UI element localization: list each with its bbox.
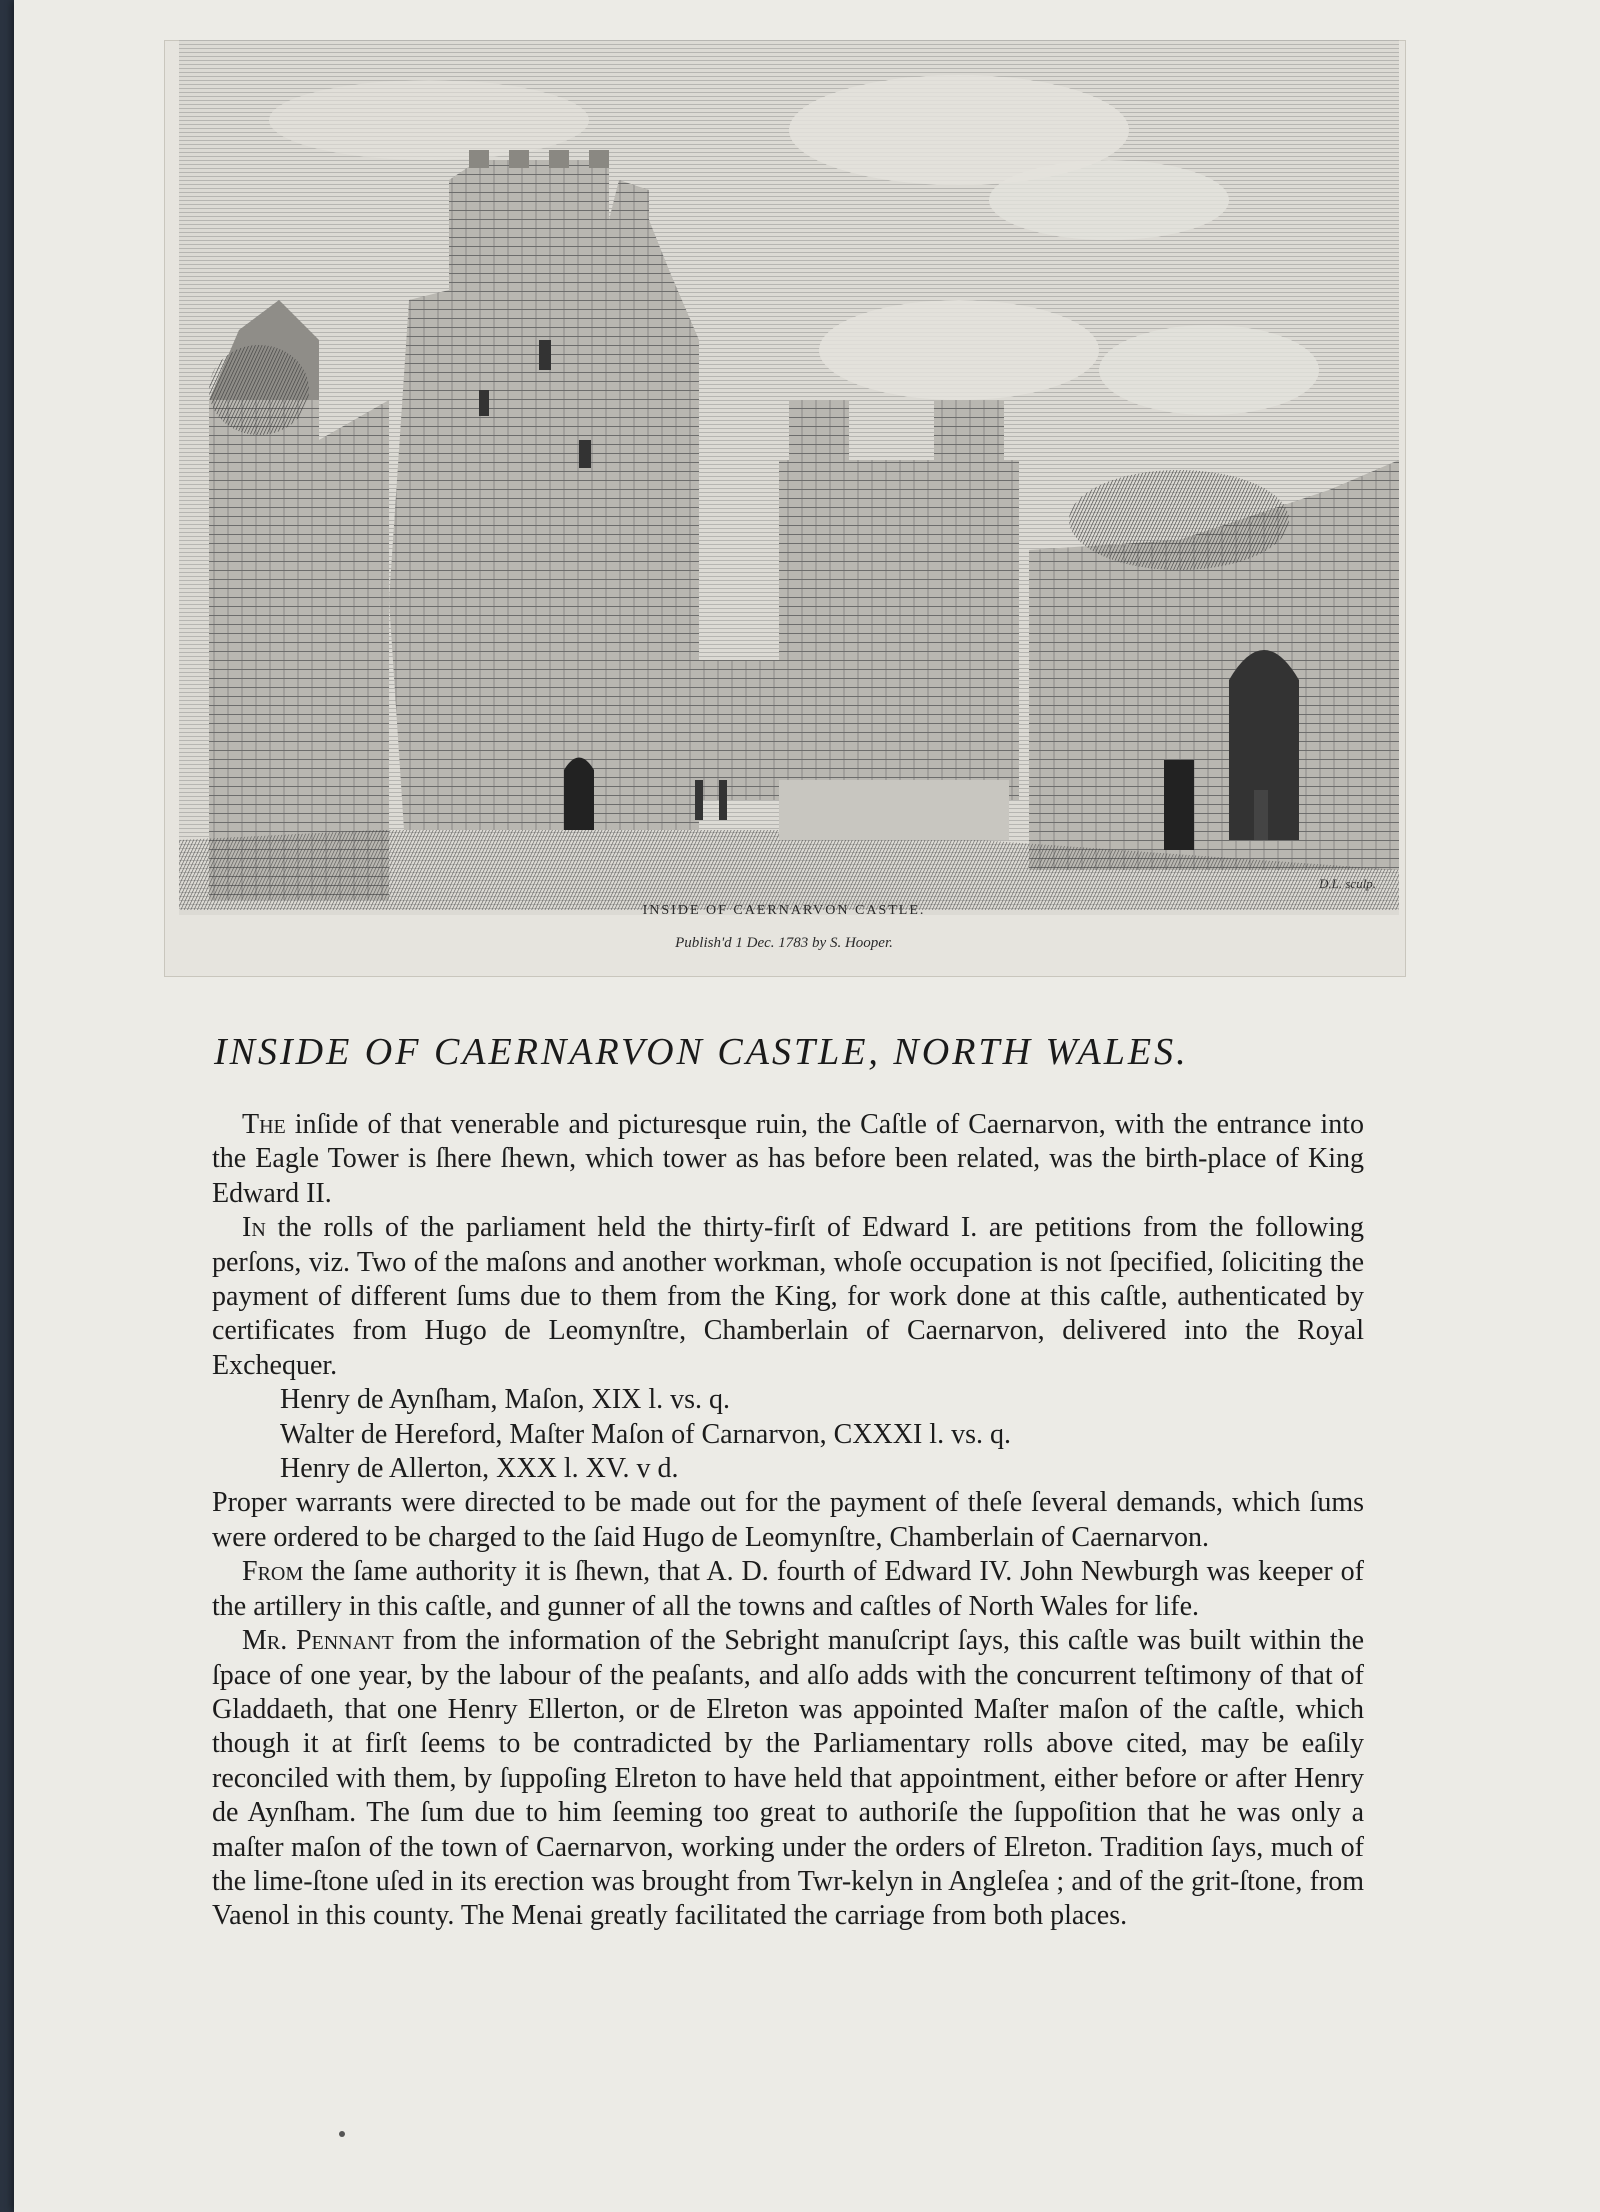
paragraph [212, 1108, 1364, 1211]
plate-title: INSIDE OF CAERNARVON CASTLE. [642, 903, 926, 918]
paragraph-lead: In [242, 1212, 266, 1244]
article-body [212, 1108, 1364, 1934]
petition-entry: Henry de Aynſham, Maſon, XIX l. vs. q. [280, 1384, 731, 1416]
paragraph-lead: The [242, 1109, 286, 1140]
page-mark [339, 2131, 345, 2137]
paragraph-lead: From [242, 1556, 304, 1588]
article-heading: INSIDE OF CAERNARVON CASTLE, NORTH WALES. [214, 1031, 1189, 1073]
paragraph-text: the rolls of the parliament held the thirty-firſt of Edward I. are petitions from the following perſons, viz. Two of the maſons and another workman, whoſe occupation is not ſpecified, ſoliciting the payment of different ſums due to them from the King, for work done at this caſtle, authenticated by certificates from Hugo de Leomynſtre, Chamberlain of Caernarvon, delivered into the Royal Exchequer. [212, 1212, 1364, 1381]
paragraph-text: inſide of that venerable and picturesque ruin, the Caſtle of Caernarvon, with the entrance into the Eagle Tower is ſhere ſhewn, which tower as has before been related, was the birth-place of King Edward II. [212, 1109, 1364, 1209]
petition-entry: Henry de Allerton, XXX l. XV. v d. [280, 1453, 679, 1485]
engraver-credit: D.L. sculp. [1319, 876, 1377, 891]
paragraph-text: the ſame authority it is ſhewn, that A. D. fourth of Edward IV. John Newburgh was keeper of the artillery in this caſtle, and gunner of all the towns and caſtles of North Wales for life. [212, 1556, 1364, 1622]
plate-publication-line: Publish'd 1 Dec. 1783 by S. Hooper. [675, 935, 893, 951]
paragraph-text: Proper warrants were directed to be made out for the payment of theſe ſeveral demands, which ſums were ordered to be charged to the ſaid Hugo de Leomynſtre, Chamberlain of Caernarvon. [212, 1487, 1364, 1553]
document-page [14, 0, 1600, 2212]
paragraph-text: from the information of the Sebright manuſcript ſays, this caſtle was built within the ſpace of one year, by the labour of the peaſants, and alſo adds with the concurrent teſtimony of that of Gladdaeth, that one Henry Ellerton, or de Elreton was appointed Maſter maſon of the caſtle, which though it at firſt ſeems to be contradicted by the Parliamentary rolls above cited, may be eaſily reconciled with them, by ſuppoſing Elreton to have held that appointment, either before or after Henry de Aynſham. The ſum due to him ſeeming too great to authoriſe the ſuppoſition that he was only a maſter maſon of the town of Caernarvon, working under the orders of Elreton. Tradition ſays, much of the lime-ſtone uſed in its erection was brought from Twr-kelyn in Angleſea ; and of the grit-ſtone, from Vaenol in this county. The Menai greatly facilitated the carriage from both places. [212, 1625, 1365, 1932]
paragraph [212, 1486, 1364, 1555]
castle-engraving [179, 40, 1399, 915]
petition-entry: Walter de Hereford, Maſter Maſon of Carnarvon, CXXXI l. vs. q. [280, 1418, 1011, 1450]
paragraph [212, 1211, 1364, 1383]
paragraph [212, 1555, 1364, 1624]
paragraph [212, 1624, 1364, 1934]
paragraph-lead: Mr. Pennant [242, 1625, 394, 1657]
